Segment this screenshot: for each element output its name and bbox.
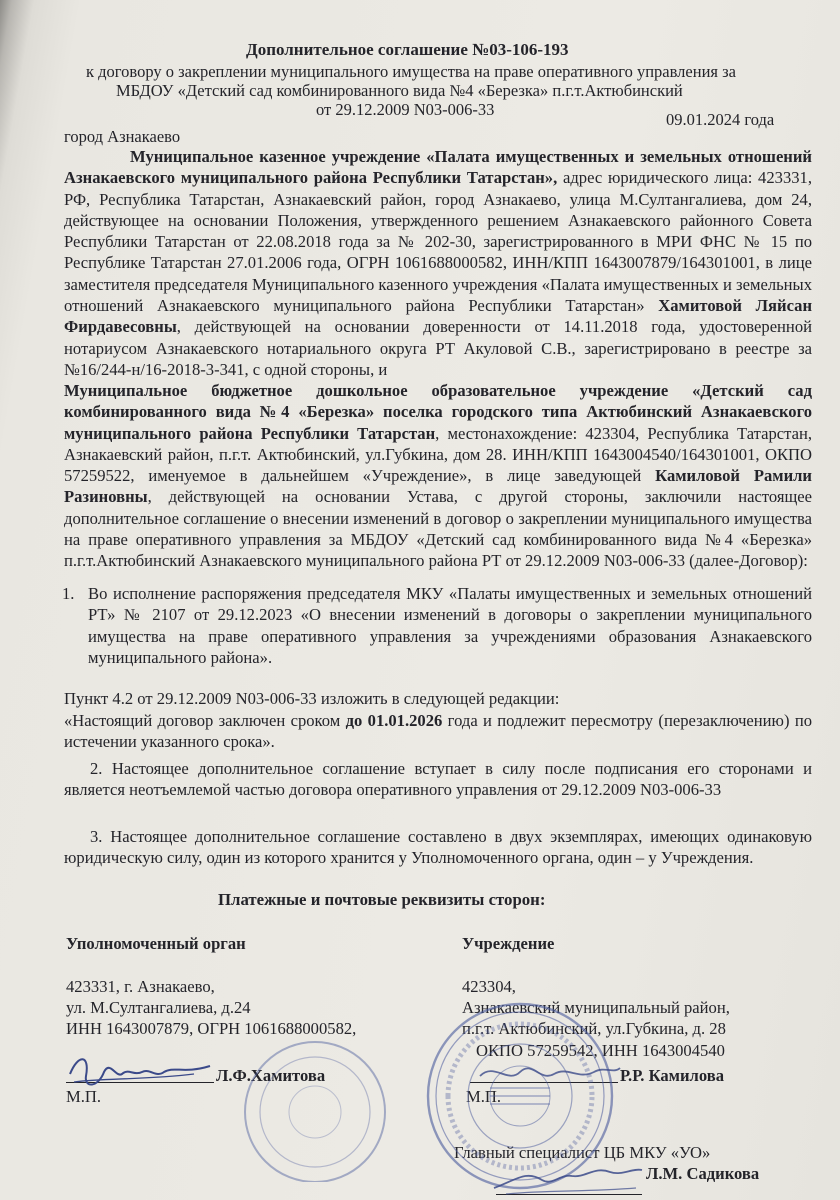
right-party-address-4: ОКПО 57259542, ИНН 1643004540 bbox=[476, 1041, 725, 1060]
right-party-address-3: п.г.т. Актюбинский, ул.Губкина, д. 28 bbox=[462, 1019, 726, 1038]
left-party-heading: Уполномоченный орган bbox=[66, 934, 246, 953]
document-date: 09.01.2024 года bbox=[666, 110, 775, 129]
clause-2: 2. Настоящее дополнительное соглашение вступает в силу после подписания его сторонами и является неотъемлемой частью договора оперативного управления от 29.12.2009 N03-006-33 bbox=[64, 759, 812, 800]
clause-1-text: Во исполнение распоряжения председателя МКУ «Палаты имущественных и земельных отношений РТ» № 2107 от 29.12.2023 «О внесении изменений в договоры о закреплении муниципального имущества на праве оперативного управления за учреждениями образования Азнакаевского муниципального района». bbox=[88, 584, 812, 667]
specialist-title: Главный специалист ЦБ МКУ «УО» bbox=[454, 1143, 711, 1162]
party-one-name: Муниципальное казенное учреждение «Палата имущественных и земельных отношений Азнакаевского муниципального района Республики Татарстан», bbox=[64, 147, 812, 188]
left-party-address-2: ул. М.Султангалиева, д.24 bbox=[66, 998, 251, 1017]
left-signer-name: Л.Ф.Хамитова bbox=[216, 1066, 326, 1085]
document-title: Дополнительное соглашение №03-106-193 bbox=[246, 40, 569, 59]
paragraph-party-one bbox=[64, 146, 812, 380]
left-signature bbox=[64, 1048, 214, 1098]
specialist-signer-name: Л.М. Садикова bbox=[646, 1164, 760, 1183]
right-party-heading: Учреждение bbox=[462, 934, 555, 953]
specialist-signature bbox=[486, 1150, 646, 1200]
right-signature bbox=[474, 1054, 624, 1094]
contract-term-date: до 01.01.2026 bbox=[345, 711, 443, 730]
quoted-clause-end: года и подлежит пересмотру (перезаключению) по истечении указанного срока». bbox=[64, 711, 813, 752]
party-two-authority: , действующей на основании Устава, с другой стороны, заключили настоящее дополнительное соглашение о внесении изменений в договор о закреплении муниципального имущества на праве оперативного управления за МБДОУ «Детский сад комбинированного вида №4 «Березка» п.г.т.Актюбинский Азнакаевского муниципального района РТ от 29.12.2009 N03-006-33 (далее-Договор): bbox=[64, 487, 812, 571]
subtitle-line-2: МБДОУ «Детский сад комбинированного вида №4 «Березка» п.г.т.Актюбинский bbox=[116, 81, 683, 100]
clause-3: 3. Настоящее дополнительное соглашение составлено в двух экземплярах, имеющих одинаковую юридическую силу, один из которого хранится у Уполномоченного органа, один – у Учреждения. bbox=[64, 827, 812, 868]
requisites-title: Платежные и почтовые реквизиты сторон: bbox=[218, 890, 546, 909]
party-two-details: , местонахождение: 423304, Республика Татарстан, Азнакаевский район, п.г.т. Актюбинский, ул.Губкина, дом 28. ИНН/КПП 1643004540/164301001, ОКПО 57259522, именуемое в дальнейшем «Учреждение», в лице заведующей bbox=[64, 423, 812, 486]
document-city: город Азнакаево bbox=[64, 127, 181, 146]
right-signer-name: Р.Р. Камилова bbox=[620, 1066, 724, 1085]
clause-1 bbox=[62, 583, 812, 668]
quoted-clause-start: «Настоящий договор заключен сроком bbox=[64, 711, 346, 730]
point-4-2-line: Пункт 4.2 от 29.12.2009 N03-006-33 изложить в следующей редакции: bbox=[64, 689, 560, 708]
subtitle-line-1: к договору о закреплении муниципального имущества на праве оперативного управления за bbox=[86, 62, 736, 81]
left-party-address-3: ИНН 1643007879, ОГРН 1061688000582, bbox=[66, 1019, 357, 1038]
left-stamp-place: М.П. bbox=[66, 1087, 102, 1106]
right-stamp-place: М.П. bbox=[466, 1087, 502, 1106]
party-one-representative: Хамитовой Ляйсан Фирдавесовны bbox=[64, 296, 812, 337]
right-party-address-1: 423304, bbox=[462, 977, 516, 996]
clause-1-number: 1. bbox=[62, 584, 75, 603]
left-seal-stamp bbox=[220, 1032, 390, 1182]
right-party-address-2: Азнакаевский муниципальный район, bbox=[462, 998, 730, 1017]
subtitle-line-3: от 29.12.2009 N03-006-33 bbox=[316, 100, 495, 119]
party-one-details: адрес юридического лица: 423331, РФ, Республика Татарстан, Азнакаевский район, город Азнакаево, улица М.Султангалиева, дом 24, действующее на основании Положения, утвержденного решением Азнакаевского районного Совета Республики Татарстан от 22.08.2018 года за № 202-30, зарегистрированного в МРИ ФНС № 15 по Республике Татарстан 27.01.2006 года, ОГРН 1061688000582, ИНН/КПП 1643007879/164301001, в лице заместителя председателя Муниципального казенного учреждения «Палата имущественных и земельных отношений Азнакаевского муниципального района Республики Татарстан» bbox=[64, 168, 812, 316]
paragraph-party-two bbox=[64, 380, 812, 572]
party-two-name: Муниципальное бюджетное дошкольное образовательное учреждение «Детский сад комбинированного вида №4 «Березка» поселка городского типа Актюбинский Азнакаевского муниципального района Республики Татарстан bbox=[64, 381, 812, 443]
party-one-authority: , действующей на основании доверенности от 14.11.2018 года, удостоверенной нотариусом Азнакаевского нотариального округа РТ Акуловой С.В., зарегистрировано в реестре за №16/244-н/16-2018-3-341, с одной стороны, и bbox=[64, 317, 812, 379]
left-party-address-1: 423331, г. Азнакаево, bbox=[66, 977, 215, 996]
party-two-representative: Камиловой Рамили Разиновны bbox=[64, 466, 812, 507]
quoted-clause bbox=[64, 710, 812, 753]
